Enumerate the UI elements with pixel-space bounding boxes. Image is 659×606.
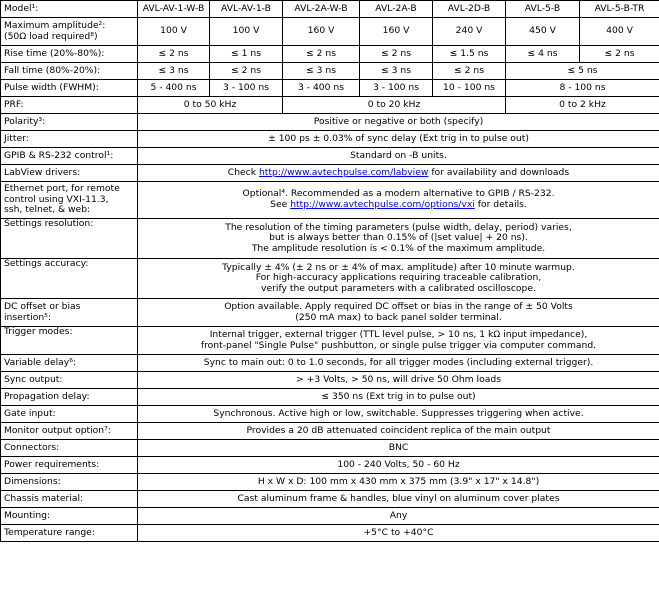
row-propagation-delay <box>1 389 659 406</box>
variable-delay-value: Sync to main out: 0 to 1.0 seconds, for all trigger modes (including external trigger). <box>138 355 659 372</box>
pulse-width-value: 5 - 400 ns <box>138 80 210 97</box>
jitter-value: ± 100 ps ± 0.03% of sync delay (Ext trig in to pulse out) <box>138 131 659 148</box>
row-trigger-modes <box>1 327 659 355</box>
connectors-value: BNC <box>138 440 659 457</box>
labview-text-after: for availability and downloads <box>428 166 570 178</box>
settings-resolution-label: Settings resolution: <box>1 219 138 259</box>
label-line: ssh, telnet, & web: <box>4 204 91 216</box>
rise-time-value: ≤ 2 ns <box>580 46 659 63</box>
row-dimensions <box>1 474 659 491</box>
prf-value: 0 to 2 kHz <box>506 97 659 114</box>
temperature-value: +5°C to +40°C <box>138 525 659 542</box>
gate-input-value: Synchronous. Active high or low, switchable. Suppresses triggering when active. <box>138 406 659 423</box>
model-label: Model¹: <box>1 1 138 18</box>
label-line: Ethernet port, for remote <box>4 183 120 195</box>
rise-time-value: ≤ 2 ns <box>360 46 433 63</box>
power-label: Power requirements: <box>1 457 138 474</box>
row-jitter <box>1 131 659 148</box>
label-line: Maximum amplitude²: <box>4 19 106 31</box>
label-line: (50Ω load required⁸) <box>4 30 98 42</box>
ethernet-value <box>138 182 659 219</box>
pulse-width-value: 3 - 400 ns <box>283 80 360 97</box>
pulse-width-value: 3 - 100 ns <box>210 80 283 97</box>
row-prf <box>1 97 659 114</box>
fall-time-value: ≤ 3 ns <box>138 63 210 80</box>
rise-time-value: ≤ 4 ns <box>506 46 580 63</box>
fall-time-value: ≤ 3 ns <box>283 63 360 80</box>
text-line: The amplitude resolution is < 0.1% of the maximum amplitude. <box>251 242 546 254</box>
rise-time-value: ≤ 2 ns <box>138 46 210 63</box>
max-amplitude-value: 160 V <box>283 18 360 46</box>
vxi-link[interactable]: http://www.avtechpulse.com/options/vxi <box>290 199 475 210</box>
fall-time-value: ≤ 2 ns <box>433 63 506 80</box>
dimensions-value: H x W x D: 100 mm x 430 mm x 375 mm (3.9" x 17" x 14.8") <box>138 474 659 491</box>
label-line: control using VXI-11.3, <box>4 193 109 205</box>
model-header: AVL-2D-B <box>433 1 506 18</box>
labview-value <box>138 165 659 182</box>
row-rise-time <box>1 46 659 63</box>
max-amplitude-value: 100 V <box>210 18 283 46</box>
chassis-value: Cast aluminum frame & handles, blue vinyl on aluminum cover plates <box>138 491 659 508</box>
model-header: AVL-5-B-TR <box>580 1 659 18</box>
text-line: Typically ± 4% (± 2 ns or ± 4% of max. amplitude) after 10 minute warmup. <box>222 261 575 273</box>
text-line: For high-accuracy applications requiring traceable calibration, <box>255 272 542 284</box>
row-temperature <box>1 525 659 542</box>
model-header: AVL-AV-1-B <box>210 1 283 18</box>
row-ethernet <box>1 182 659 219</box>
chassis-label: Chassis material: <box>1 491 138 508</box>
jitter-label: Jitter: <box>1 131 138 148</box>
propagation-delay-value: ≤ 350 ns (Ext trig in to pulse out) <box>138 389 659 406</box>
max-amplitude-value: 240 V <box>433 18 506 46</box>
text-line: Internal trigger, external trigger (TTL level pulse, > 10 ns, 1 kΩ input impedance), <box>209 328 588 340</box>
fall-time-value: ≤ 5 ns <box>506 63 659 80</box>
settings-resolution-value <box>138 219 659 259</box>
gate-input-label: Gate input: <box>1 406 138 423</box>
connectors-label: Connectors: <box>1 440 138 457</box>
model-header: AVL-2A-B <box>360 1 433 18</box>
max-amplitude-value: 100 V <box>138 18 210 46</box>
label-line: DC offset or bias <box>4 300 81 312</box>
polarity-value: Positive or negative or both (specify) <box>138 114 659 131</box>
ethernet-line: Optional⁴. Recommended as a modern alternative to GPIB / RS-232. <box>242 188 555 200</box>
row-gpib <box>1 148 659 165</box>
monitor-output-value: Provides a 20 dB attenuated coincident replica of the main output <box>138 423 659 440</box>
prf-value: 0 to 20 kHz <box>283 97 506 114</box>
row-mounting <box>1 508 659 525</box>
text-line: front-panel "Single Pulse" pushbutton, or single pulse trigger via computer command. <box>200 339 597 351</box>
model-header: AVL-AV-1-W-B <box>138 1 210 18</box>
ethernet-text-after: for details. <box>474 199 527 210</box>
temperature-label: Temperature range: <box>1 525 138 542</box>
row-settings-accuracy <box>1 259 659 299</box>
row-variable-delay <box>1 355 659 372</box>
dc-offset-value <box>138 299 659 327</box>
max-amplitude-value: 160 V <box>360 18 433 46</box>
row-gate-input <box>1 406 659 423</box>
dimensions-label: Dimensions: <box>1 474 138 491</box>
row-chassis <box>1 491 659 508</box>
pulse-width-value: 3 - 100 ns <box>360 80 433 97</box>
variable-delay-label: Variable delay⁶: <box>1 355 138 372</box>
fall-time-label: Fall time (80%-20%): <box>1 63 138 80</box>
max-amplitude-value: 450 V <box>506 18 580 46</box>
row-model <box>1 1 659 18</box>
text-line: verify the output parameters with a calibrated oscilloscope. <box>261 282 536 294</box>
row-sync-output <box>1 372 659 389</box>
row-connectors <box>1 440 659 457</box>
fall-time-value: ≤ 3 ns <box>360 63 433 80</box>
max-amplitude-value: 400 V <box>580 18 659 46</box>
text-line: but is always better than 0.15% of (|set value| + 20 ns). <box>269 232 528 244</box>
labview-link[interactable]: http://www.avtechpulse.com/labview <box>258 166 429 178</box>
row-power <box>1 457 659 474</box>
sync-output-value: > +3 Volts, > 50 ns, will drive 50 Ohm loads <box>138 372 659 389</box>
row-dc-offset <box>1 299 659 327</box>
rise-time-value: ≤ 2 ns <box>283 46 360 63</box>
rise-time-value: ≤ 1 ns <box>210 46 283 63</box>
pulse-width-value: 10 - 100 ns <box>433 80 506 97</box>
mounting-label: Mounting: <box>1 508 138 525</box>
row-polarity <box>1 114 659 131</box>
row-pulse-width <box>1 80 659 97</box>
labview-label: LabView drivers: <box>1 165 138 182</box>
text-line: Option available. Apply required DC offset or bias in the range of ± 50 Volts <box>224 300 573 312</box>
settings-accuracy-value <box>138 259 659 299</box>
label-line: insertion⁵: <box>4 311 51 323</box>
pulse-width-value: 8 - 100 ns <box>506 80 659 97</box>
max-amplitude-label <box>1 18 138 46</box>
polarity-label: Polarity³: <box>1 114 138 131</box>
row-fall-time <box>1 63 659 80</box>
ethernet-text-before: See <box>270 199 291 210</box>
ethernet-line <box>141 200 656 211</box>
text-line: The resolution of the timing parameters (pulse width, delay, period) varies, <box>225 221 572 233</box>
trigger-modes-label: Trigger modes: <box>1 327 138 355</box>
ethernet-label <box>1 182 138 219</box>
text-line: (250 mA max) to back panel solder terminal. <box>295 311 502 323</box>
rise-time-label: Rise time (20%-80%): <box>1 46 138 63</box>
monitor-output-label: Monitor output option⁷: <box>1 423 138 440</box>
pulse-width-label: Pulse width (FWHM): <box>1 80 138 97</box>
row-labview <box>1 165 659 182</box>
rise-time-value: ≤ 1.5 ns <box>433 46 506 63</box>
prf-value: 0 to 50 kHz <box>138 97 283 114</box>
settings-accuracy-label: Settings accuracy: <box>1 259 138 299</box>
model-header: AVL-5-B <box>506 1 580 18</box>
gpib-label: GPIB & RS-232 control¹: <box>1 148 138 165</box>
labview-text-before: Check <box>227 166 259 178</box>
gpib-value: Standard on -B units. <box>138 148 659 165</box>
row-monitor-output <box>1 423 659 440</box>
row-settings-resolution <box>1 219 659 259</box>
propagation-delay-label: Propagation delay: <box>1 389 138 406</box>
mounting-value: Any <box>138 508 659 525</box>
power-value: 100 - 240 Volts, 50 - 60 Hz <box>138 457 659 474</box>
sync-output-label: Sync output: <box>1 372 138 389</box>
fall-time-value: ≤ 2 ns <box>210 63 283 80</box>
trigger-modes-value <box>138 327 659 355</box>
prf-label: PRF: <box>1 97 138 114</box>
dc-offset-label <box>1 299 138 327</box>
row-max-amplitude <box>1 18 659 46</box>
model-header: AVL-2A-W-B <box>283 1 360 18</box>
